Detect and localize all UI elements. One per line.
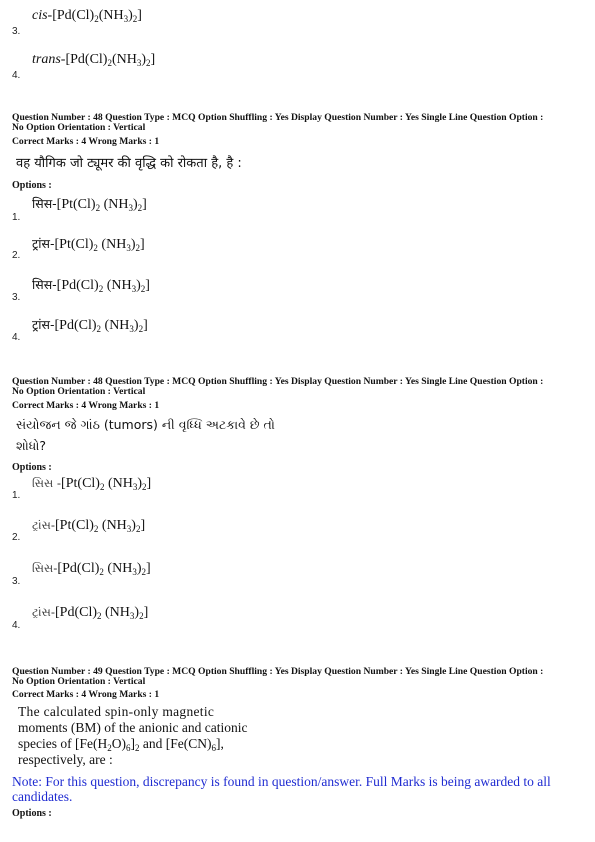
question-meta-orientation: No Option Orientation : Vertical: [12, 386, 146, 397]
question-text-line1: સંયોજન જે ગાંઠ (tumors) ની વૃધ્ધિ અટકાવે છે તો: [16, 417, 275, 432]
formula-part: (NH: [111, 52, 137, 67]
formula-part: ]: [150, 52, 156, 67]
option-text[interactable]: $सिस-[Pt(Cl)_2$ $(NH_3)_2$]: [32, 196, 147, 213]
option-prefix: ટ્રાંસ-: [32, 605, 55, 619]
option-text[interactable]: $ट्रांस-[Pt(Cl)_2$ $(NH_3)_2$]: [32, 236, 145, 253]
question-text-line2: શોધો?: [16, 438, 47, 453]
option-text[interactable]: $सिस-[Pd(Cl)_2$ $(NH_3)_2$]: [32, 277, 150, 294]
option-prefix: ટ્રાંસ-: [32, 518, 55, 532]
option-text[interactable]: [32, 52, 155, 68]
option-text[interactable]: [32, 8, 142, 24]
option-prefix: सिस-: [32, 196, 57, 211]
formula-part: ): [141, 52, 147, 67]
formula-sub: 2: [94, 14, 99, 24]
formula-sub: 3: [136, 58, 142, 68]
metal: Pt: [61, 197, 74, 212]
formula-sub: 2: [132, 14, 138, 24]
formula-part: ],: [215, 736, 224, 751]
question-text-line2: moments (BM) of the anionic and cationic: [18, 720, 248, 735]
option-number: 3.: [12, 576, 21, 587]
option-number: 1.: [12, 490, 21, 501]
question-meta: Question Number : 48 Question Type : MCQ Option Shuffling : Yes Display Question Number : Yes Single Line Question Option :: [12, 112, 544, 123]
formula-part: ]: [137, 8, 142, 23]
formula-part: O): [111, 736, 126, 751]
metal: Pt: [59, 237, 71, 252]
option-number: 1.: [12, 212, 21, 223]
option-text[interactable]: $ટ્રાંસ-[Pd(Cl)_2$ $(NH_3)_2$]: [32, 605, 149, 621]
option-number: 4.: [12, 620, 21, 631]
formula-part: and [Fe(CN): [139, 736, 212, 751]
option-prefix: trans-: [32, 52, 66, 67]
option-number: 3.: [12, 26, 21, 37]
metal: Pd: [59, 318, 74, 333]
metal: Pd: [59, 605, 75, 620]
question-marks: Correct Marks : 4 Wrong Marks : 1: [12, 400, 160, 411]
metal: Pt: [65, 476, 78, 491]
question-meta-orientation: No Option Orientation : Vertical: [12, 676, 146, 687]
question-meta-orientation: No Option Orientation : Vertical: [12, 122, 146, 133]
question-marks: Correct Marks : 4 Wrong Marks : 1: [12, 689, 160, 700]
option-number: 2.: [12, 532, 21, 543]
formula-sub: 2: [107, 58, 112, 68]
formula-sub: 3: [123, 14, 129, 24]
formula-part: (NH: [98, 8, 124, 23]
option-prefix: સિસ -: [32, 476, 62, 490]
option-text[interactable]: $ट्रांस-[Pd(Cl)_2$ $(NH_3)_2$]: [32, 317, 148, 334]
option-prefix: સિસ-: [32, 561, 58, 575]
formula-part: species of [Fe(H: [18, 736, 108, 751]
option-prefix: ट्रांस-: [32, 236, 55, 251]
formula-sub: 2: [146, 58, 151, 68]
option-text[interactable]: $ટ્રાંસ-[Pt(Cl)_2$ $(NH_3)_2$]: [32, 518, 146, 534]
metal: Pd: [61, 278, 77, 293]
options-label: Options :: [12, 462, 52, 473]
metal: Pd: [62, 561, 77, 576]
option-number: 3.: [12, 292, 21, 303]
formula-part: [Pd(Cl): [52, 8, 95, 23]
formula-part: [Pd(Cl): [65, 52, 108, 67]
options-label: Options :: [12, 808, 52, 819]
discrepancy-note: Note: For this question, discrepancy is found in question/answer. Full Marks is being awarded to all candidates.: [12, 774, 551, 804]
question-text-line1: The calculated spin-only magnetic: [18, 704, 215, 719]
metal: Pt: [59, 518, 72, 533]
option-number: 2.: [12, 250, 21, 261]
question-text: वह यौगिक जो ट्यूमर की वृद्धि को रोकता है, है :: [16, 156, 242, 171]
option-prefix: सिस-: [32, 277, 57, 292]
question-marks: Correct Marks : 4 Wrong Marks : 1: [12, 136, 160, 147]
options-label: Options :: [12, 180, 52, 191]
option-prefix: cis-: [32, 8, 53, 23]
option-prefix: ट्रांस-: [32, 317, 55, 332]
option-text[interactable]: $સિસ-[Pd(Cl)_2$ $(NH_3)_2$]: [32, 561, 151, 577]
question-text-line3: species of $[Fe(H_2O)_6]_2$ and $[Fe(CN)_6]$,: [18, 736, 224, 753]
formula-part: ): [128, 8, 133, 23]
option-number: 4.: [12, 70, 21, 81]
formula-part: ]: [130, 736, 135, 751]
question-meta: Question Number : 48 Question Type : MCQ Option Shuffling : Yes Display Question Number : Yes Single Line Question Option :: [12, 376, 544, 387]
option-text[interactable]: સિસ $-[Pt(Cl)_2$ $(NH_3)_2$]: [32, 476, 152, 492]
question-meta: Question Number : 49 Question Type : MCQ Option Shuffling : Yes Display Question Number : Yes Single Line Question Option :: [12, 666, 544, 677]
question-text-line4: respectively, are :: [18, 752, 113, 767]
option-number: 4.: [12, 332, 21, 343]
